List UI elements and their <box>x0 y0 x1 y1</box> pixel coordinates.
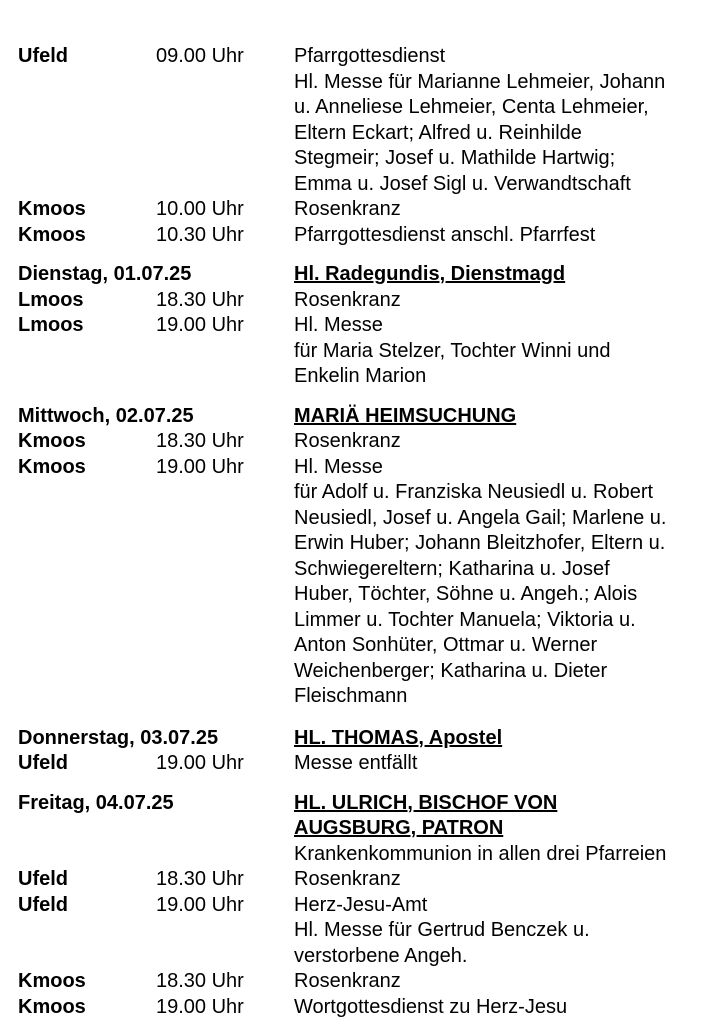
entry-time: 19.00 Uhr <box>156 314 244 336</box>
entry-description-line: Anton Sonhüter, Ottmar u. Werner <box>294 634 598 656</box>
day-section <box>18 404 718 710</box>
schedule-entry <box>18 455 718 710</box>
entry-description-line: Hl. Messe für Gertrud Benczek u. <box>294 919 590 941</box>
entry-description <box>294 867 718 893</box>
entry-time: 19.00 Uhr <box>156 752 244 774</box>
schedule-entry <box>18 969 718 995</box>
entry-time: 10.00 Uhr <box>156 198 244 220</box>
day-header <box>18 262 718 288</box>
schedule-entry <box>18 867 718 893</box>
entry-place: Kmoos <box>18 198 86 220</box>
entry-place: Kmoos <box>18 455 86 478</box>
entry-time: 18.30 Uhr <box>156 868 244 890</box>
day-header <box>18 726 718 752</box>
entry-time: 19.00 Uhr <box>156 455 244 478</box>
schedule-entry <box>18 751 718 777</box>
day-header <box>18 791 718 868</box>
entry-place: Kmoos <box>18 223 86 246</box>
entry-description <box>294 969 718 995</box>
entry-description-line: Weichenberger; Katharina u. Dieter <box>294 659 608 682</box>
schedule-entry <box>18 893 718 970</box>
entry-description <box>294 288 718 314</box>
day-section <box>18 44 718 248</box>
entry-description-line: Neusiedl, Josef u. Angela Gail; Marlene u. <box>294 506 667 529</box>
entry-description <box>294 455 718 710</box>
day-label: Donnerstag, 03.07.25 <box>18 726 219 749</box>
day-label: Dienstag, 01.07.25 <box>18 263 192 285</box>
feast-title <box>294 404 718 430</box>
feast-title-line: MARIÄ HEIMSUCHUNG <box>294 404 517 427</box>
entry-place: Kmoos <box>18 430 86 452</box>
feast-title-line: AUGSBURG, PATRON <box>294 817 504 839</box>
schedule-entry <box>18 313 718 390</box>
day-section <box>18 791 718 1021</box>
entry-place: Kmoos <box>18 970 86 992</box>
entry-description-line: Fleischmann <box>294 685 408 707</box>
entry-description-line: für Adolf u. Franziska Neusiedl u. Robert <box>294 481 654 503</box>
schedule-entry <box>18 223 718 249</box>
entry-place: Ufeld <box>18 893 68 916</box>
day-section <box>18 262 718 390</box>
entry-description <box>294 313 718 390</box>
entry-description <box>294 893 718 970</box>
entry-time: 09.00 Uhr <box>156 45 244 67</box>
entry-place: Kmoos <box>18 995 86 1018</box>
entry-time: 10.30 Uhr <box>156 223 244 246</box>
entry-description-line: verstorbene Angeh. <box>294 944 468 967</box>
entry-description <box>294 751 718 777</box>
entry-time: 18.30 Uhr <box>156 970 244 992</box>
entry-description-line: Rosenkranz <box>294 430 401 452</box>
feast-title <box>294 726 718 752</box>
day-header <box>18 404 718 430</box>
entry-description-line: Wortgottesdienst zu Herz-Jesu <box>294 995 568 1018</box>
entry-description-line: Pfarrgottesdienst <box>294 45 446 67</box>
schedule-entry <box>18 429 718 455</box>
entry-description-line: Hl. Messe <box>294 314 383 336</box>
schedule-document <box>18 30 718 1020</box>
entry-description <box>294 44 718 197</box>
entry-description-line: Enkelin Marion <box>294 365 427 387</box>
schedule-entry <box>18 197 718 223</box>
day-section <box>18 726 718 777</box>
entry-place: Lmoos <box>18 288 84 311</box>
entry-place: Ufeld <box>18 868 68 890</box>
entry-description-line: Stegmeir; Josef u. Mathilde Hartwig; <box>294 147 616 169</box>
entry-description-line: Rosenkranz <box>294 288 401 311</box>
feast-title-line: Hl. Radegundis, Dienstmagd <box>294 263 566 285</box>
entry-description-line: Erwin Huber; Johann Bleitzhofer, Eltern u. <box>294 532 666 554</box>
entry-description-line: Hl. Messe <box>294 455 383 478</box>
schedule-entry <box>18 44 718 197</box>
entry-description <box>294 223 718 249</box>
entry-description-line: u. Anneliese Lehmeier, Centa Lehmeier, <box>294 96 649 118</box>
feast-title-line: HL. ULRICH, BISCHOF VON <box>294 791 558 814</box>
entry-description <box>294 197 718 223</box>
entry-description-line: Rosenkranz <box>294 970 401 992</box>
feast-title <box>294 791 718 868</box>
schedule-entry <box>18 288 718 314</box>
entry-description-line: Limmer u. Tochter Manuela; Viktoria u. <box>294 608 636 631</box>
entry-description-line: Emma u. Josef Sigl u. Verwandtschaft <box>294 172 631 195</box>
feast-title <box>294 262 718 288</box>
schedule-entry <box>18 995 718 1021</box>
entry-description <box>294 429 718 455</box>
entry-description-line: Huber, Töchter, Söhne u. Angeh.; Alois <box>294 583 638 605</box>
entry-time: 18.30 Uhr <box>156 288 244 311</box>
entry-time: 19.00 Uhr <box>156 893 244 916</box>
entry-description-line: für Maria Stelzer, Tochter Winni und <box>294 339 611 362</box>
entry-description <box>294 995 718 1021</box>
entry-description-line: Messe entfällt <box>294 752 418 774</box>
entry-description-line: Rosenkranz <box>294 198 401 220</box>
day-label: Mittwoch, 02.07.25 <box>18 404 194 427</box>
day-note: Krankenkommunion in allen drei Pfarreien <box>294 842 667 865</box>
entry-description-line: Herz-Jesu-Amt <box>294 893 428 916</box>
entry-place: Ufeld <box>18 752 68 774</box>
feast-title-line: HL. THOMAS, Apostel <box>294 726 503 749</box>
day-label: Freitag, 04.07.25 <box>18 791 174 814</box>
entry-time: 18.30 Uhr <box>156 430 244 452</box>
entry-place: Lmoos <box>18 314 84 336</box>
entry-description-line: Schwiegereltern; Katharina u. Josef <box>294 557 610 580</box>
entry-description-line: Pfarrgottesdienst anschl. Pfarrfest <box>294 223 596 246</box>
entry-description-line: Hl. Messe für Marianne Lehmeier, Johann <box>294 70 666 93</box>
entry-description-line: Rosenkranz <box>294 868 401 890</box>
entry-place: Ufeld <box>18 45 68 67</box>
entry-description-line: Eltern Eckart; Alfred u. Reinhilde <box>294 121 582 144</box>
entry-time: 19.00 Uhr <box>156 995 244 1018</box>
